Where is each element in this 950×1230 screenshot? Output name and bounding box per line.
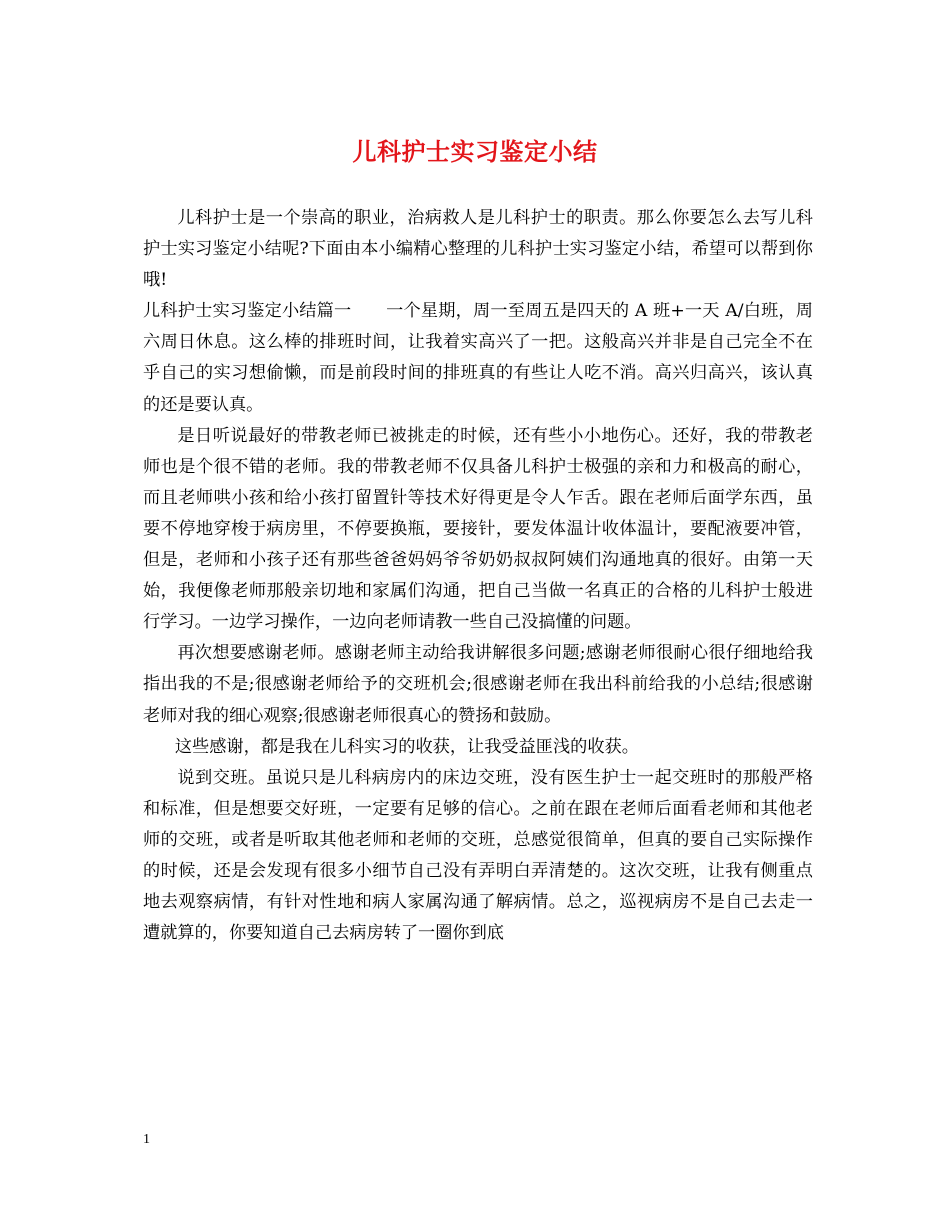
paragraph-teacher: 是日听说最好的带教老师已被挑走的时候，还有些小小地伤心。还好，我的带教老师也是个很不错的老师。我的带教老师不仅具备儿科护士极强的亲和力和极高的耐心，而且老师哄小孩和给小孩打留置针等技术好得更是令人乍舌。跟在老师后面学东西，虽要不停地穿梭于病房里，不停要换瓶，要接针，要发体温计收体温计，要配液要冲管，但是，老师和小孩子还有那些爸爸妈妈爷爷奶奶叔叔阿姨们沟通地真的很好。由第一天始，我便像老师那般亲切地和家属们沟通，把自己当做一名真正的合格的儿科护士般进行学习。一边学习操作，一边向老师请教一些自己没搞懂的问题。 [143,425,813,633]
paragraph-gains: 这些感谢，都是我在儿科实习的收获，让我受益匪浅的收获。 [174,736,639,757]
document-body [143,203,813,949]
paragraph-thanks: 再次想要感谢老师。感谢老师主动给我讲解很多问题;感谢老师很耐心很仔细地给我指出我的不是;很感谢老师给予的交班机会;很感谢老师在我出科前给我的小总结;很感谢老师对我的细心观察;很感谢老师很真心的赞扬和鼓励。 [143,643,813,726]
paragraph-handover: 说到交班。虽说只是儿科病房内的床边交班，没有医生护士一起交班时的那般严格和标准，但是想要交好班，一定要有足够的信心。之前在跟在老师后面看老师和其他老师的交班，或者是听取其他老师和老师的交班，总感觉很简单，但真的要自己实际操作的时候，还是会发现有很多小细节自己没有弄明白弄清楚的。这次交班，让我有侧重点地去观察病情，有针对性地和病人家属沟通了解病情。总之，巡视病房不是自己去走一遭就算的，你要知道自己去病房转了一圈你到底 [143,767,813,944]
document-title: 儿科护士实习鉴定小结 [352,137,598,166]
page-number: 1 [143,1132,150,1147]
paragraph-section-one: 儿科护士实习鉴定小结篇一 一个星期，周一至周五是四天的 A 班+一天 A/白班，周六周日休息。这么棒的排班时间，让我着实高兴了一把。这般高兴并非是自己完全不在乎自己的实习想偷懒，而是前段时间的排班真的有些让人吃不消。高兴归高兴，该认真的还是要认真。 [143,301,813,415]
paragraph-intro: 儿科护士是一个崇高的职业，治病救人是儿科护士的职责。那么你要怎么去写儿科护士实习鉴定小结呢?下面由本小编精心整理的儿科护士实习鉴定小结，希望可以帮到你哦! [143,208,813,291]
